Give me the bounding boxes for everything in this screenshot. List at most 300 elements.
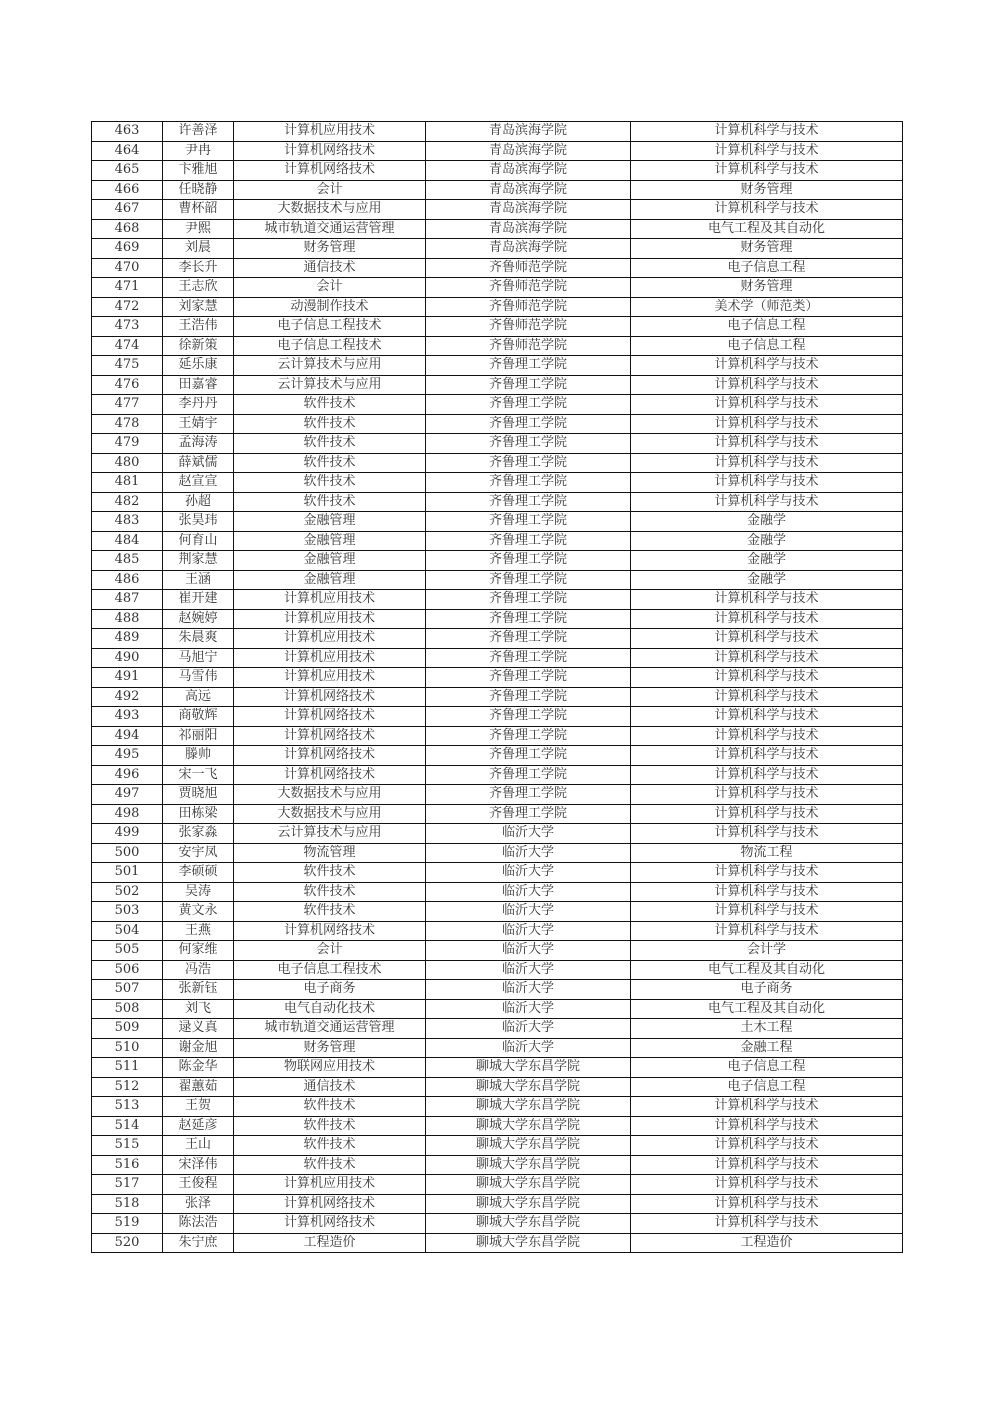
table-row [92,239,903,259]
admitting-school-cell: 临沂大学 [426,980,631,1000]
row-number-cell: 503 [92,902,163,922]
admitting-school-cell: 齐鲁理工学院 [426,648,631,668]
admitting-school-cell: 临沂大学 [426,882,631,902]
admitted-major-cell: 计算机科学与技术 [631,395,903,415]
admitted-major-cell: 计算机科学与技术 [631,356,903,376]
admitted-major-cell: 计算机科学与技术 [631,726,903,746]
table-row [92,356,903,376]
admitted-major-cell: 金融学 [631,570,903,590]
table-row [92,531,903,551]
original-major-cell: 通信技术 [234,1077,426,1097]
admitting-school-cell: 临沂大学 [426,1038,631,1058]
admitted-major-cell: 计算机科学与技术 [631,590,903,610]
admitting-school-cell: 齐鲁理工学院 [426,512,631,532]
table-row [92,941,903,961]
original-major-cell: 物流管理 [234,843,426,863]
row-number-cell: 492 [92,687,163,707]
student-name-cell: 陈法浩 [163,1214,234,1234]
table-row [92,785,903,805]
original-major-cell: 云计算技术与应用 [234,824,426,844]
admitting-school-cell: 齐鲁理工学院 [426,668,631,688]
original-major-cell: 电气自动化技术 [234,999,426,1019]
admitting-school-cell: 齐鲁理工学院 [426,609,631,629]
original-major-cell: 软件技术 [234,1155,426,1175]
admitted-major-cell: 计算机科学与技术 [631,492,903,512]
table-row [92,863,903,883]
admitted-major-cell: 金融学 [631,512,903,532]
admitting-school-cell: 青岛滨海学院 [426,239,631,259]
student-name-cell: 陈金华 [163,1058,234,1078]
admitted-major-cell: 电子信息工程 [631,1058,903,1078]
student-name-cell: 张家淼 [163,824,234,844]
admitted-major-cell: 工程造价 [631,1233,903,1253]
admitted-major-cell: 计算机科学与技术 [631,434,903,454]
row-number-cell: 511 [92,1058,163,1078]
table-row [92,278,903,298]
admitted-major-cell: 电子信息工程 [631,336,903,356]
table-row [92,141,903,161]
original-major-cell: 计算机网络技术 [234,707,426,727]
student-name-cell: 田嘉睿 [163,375,234,395]
student-name-cell: 马旭宁 [163,648,234,668]
student-name-cell: 宋一飞 [163,765,234,785]
admitted-major-cell: 计算机科学与技术 [631,921,903,941]
admitting-school-cell: 齐鲁理工学院 [426,531,631,551]
row-number-cell: 463 [92,122,163,142]
row-number-cell: 491 [92,668,163,688]
row-number-cell: 474 [92,336,163,356]
admitted-major-cell: 计算机科学与技术 [631,648,903,668]
student-name-cell: 冯浩 [163,960,234,980]
student-name-cell: 延乐康 [163,356,234,376]
admitted-major-cell: 财务管理 [631,278,903,298]
original-major-cell: 软件技术 [234,434,426,454]
original-major-cell: 城市轨道交通运营管理 [234,1019,426,1039]
row-number-cell: 490 [92,648,163,668]
student-name-cell: 任晓静 [163,180,234,200]
student-name-cell: 赵婉婷 [163,609,234,629]
table-row [92,551,903,571]
student-name-cell: 谢金旭 [163,1038,234,1058]
row-number-cell: 475 [92,356,163,376]
row-number-cell: 501 [92,863,163,883]
admitting-school-cell: 齐鲁师范学院 [426,258,631,278]
student-name-cell: 宋泽伟 [163,1155,234,1175]
admitted-major-cell: 计算机科学与技术 [631,609,903,629]
student-name-cell: 赵延彦 [163,1116,234,1136]
original-major-cell: 会计 [234,941,426,961]
admitted-major-cell: 计算机科学与技术 [631,668,903,688]
student-name-cell: 王俊程 [163,1175,234,1195]
admitting-school-cell: 聊城大学东昌学院 [426,1194,631,1214]
admitted-major-cell: 金融学 [631,531,903,551]
original-major-cell: 金融管理 [234,570,426,590]
table-row [92,746,903,766]
admitting-school-cell: 临沂大学 [426,824,631,844]
student-name-cell: 何育山 [163,531,234,551]
admitted-major-cell: 计算机科学与技术 [631,473,903,493]
admitted-major-cell: 计算机科学与技术 [631,765,903,785]
admitting-school-cell: 齐鲁师范学院 [426,317,631,337]
original-major-cell: 大数据技术与应用 [234,804,426,824]
admitting-school-cell: 齐鲁理工学院 [426,551,631,571]
student-name-cell: 尹熙 [163,219,234,239]
table-row [92,473,903,493]
admitting-school-cell: 齐鲁理工学院 [426,434,631,454]
original-major-cell: 计算机应用技术 [234,609,426,629]
student-name-cell: 张新钰 [163,980,234,1000]
admitting-school-cell: 临沂大学 [426,863,631,883]
original-major-cell: 计算机网络技术 [234,1194,426,1214]
admitting-school-cell: 临沂大学 [426,941,631,961]
student-name-cell: 朱晨爽 [163,629,234,649]
row-number-cell: 472 [92,297,163,317]
row-number-cell: 498 [92,804,163,824]
original-major-cell: 软件技术 [234,395,426,415]
table-row [92,824,903,844]
row-number-cell: 465 [92,161,163,181]
table-row [92,765,903,785]
original-major-cell: 大数据技术与应用 [234,200,426,220]
student-name-cell: 翟蕙茹 [163,1077,234,1097]
admitted-major-cell: 计算机科学与技术 [631,1214,903,1234]
student-name-cell: 黄文永 [163,902,234,922]
row-number-cell: 477 [92,395,163,415]
row-number-cell: 502 [92,882,163,902]
row-number-cell: 496 [92,765,163,785]
admitting-school-cell: 齐鲁理工学院 [426,473,631,493]
admitting-school-cell: 齐鲁理工学院 [426,590,631,610]
table-row [92,1136,903,1156]
row-number-cell: 486 [92,570,163,590]
original-major-cell: 计算机应用技术 [234,122,426,142]
table-row [92,804,903,824]
student-name-cell: 孙超 [163,492,234,512]
original-major-cell: 计算机应用技术 [234,590,426,610]
table-row [92,512,903,532]
original-major-cell: 财务管理 [234,1038,426,1058]
admitting-school-cell: 聊城大学东昌学院 [426,1116,631,1136]
table-row [92,161,903,181]
original-major-cell: 计算机应用技术 [234,629,426,649]
table-row [92,1233,903,1253]
row-number-cell: 508 [92,999,163,1019]
row-number-cell: 515 [92,1136,163,1156]
admitting-school-cell: 齐鲁理工学院 [426,804,631,824]
table-row [92,609,903,629]
row-number-cell: 476 [92,375,163,395]
row-number-cell: 494 [92,726,163,746]
row-number-cell: 488 [92,609,163,629]
student-name-cell: 王涵 [163,570,234,590]
row-number-cell: 500 [92,843,163,863]
admitted-major-cell: 计算机科学与技术 [631,1136,903,1156]
table-row [92,1175,903,1195]
student-name-cell: 孟海涛 [163,434,234,454]
original-major-cell: 物联网应用技术 [234,1058,426,1078]
table-row [92,590,903,610]
row-number-cell: 497 [92,785,163,805]
student-name-cell: 逯义真 [163,1019,234,1039]
table-row [92,1116,903,1136]
admitted-major-cell: 计算机科学与技术 [631,453,903,473]
original-major-cell: 计算机应用技术 [234,648,426,668]
table-row [92,200,903,220]
table-row [92,1155,903,1175]
student-name-cell: 祁丽阳 [163,726,234,746]
admitted-major-cell: 财务管理 [631,239,903,259]
admitting-school-cell: 聊城大学东昌学院 [426,1155,631,1175]
row-number-cell: 466 [92,180,163,200]
original-major-cell: 城市轨道交通运营管理 [234,219,426,239]
table-row [92,395,903,415]
student-name-cell: 滕帅 [163,746,234,766]
original-major-cell: 计算机网络技术 [234,746,426,766]
admitted-major-cell: 计算机科学与技术 [631,707,903,727]
admitted-major-cell: 计算机科学与技术 [631,1097,903,1117]
student-name-cell: 商敬辉 [163,707,234,727]
table-row [92,336,903,356]
student-name-cell: 马雪伟 [163,668,234,688]
row-number-cell: 506 [92,960,163,980]
table-row [92,668,903,688]
admitted-major-cell: 电子信息工程 [631,1077,903,1097]
admitting-school-cell: 齐鲁理工学院 [426,414,631,434]
original-major-cell: 会计 [234,278,426,298]
row-number-cell: 493 [92,707,163,727]
table-row [92,219,903,239]
original-major-cell: 计算机网络技术 [234,1214,426,1234]
row-number-cell: 482 [92,492,163,512]
row-number-cell: 495 [92,746,163,766]
student-name-cell: 王燕 [163,921,234,941]
admitted-major-cell: 计算机科学与技术 [631,161,903,181]
admitted-major-cell: 电气工程及其自动化 [631,219,903,239]
row-number-cell: 505 [92,941,163,961]
table-row [92,297,903,317]
original-major-cell: 大数据技术与应用 [234,785,426,805]
original-major-cell: 电子信息工程技术 [234,960,426,980]
admitting-school-cell: 青岛滨海学院 [426,141,631,161]
table-row [92,434,903,454]
student-name-cell: 尹冉 [163,141,234,161]
admitted-major-cell: 计算机科学与技术 [631,1175,903,1195]
table-row [92,1097,903,1117]
row-number-cell: 520 [92,1233,163,1253]
admitted-major-cell: 计算机科学与技术 [631,785,903,805]
student-name-cell: 何家维 [163,941,234,961]
row-number-cell: 478 [92,414,163,434]
admission-list-table [91,121,903,1253]
row-number-cell: 513 [92,1097,163,1117]
table-row [92,1019,903,1039]
admitted-major-cell: 计算机科学与技术 [631,1194,903,1214]
student-name-cell: 王贺 [163,1097,234,1117]
admitting-school-cell: 临沂大学 [426,999,631,1019]
table-row [92,453,903,473]
table-row [92,843,903,863]
row-number-cell: 487 [92,590,163,610]
row-number-cell: 471 [92,278,163,298]
original-major-cell: 工程造价 [234,1233,426,1253]
original-major-cell: 软件技术 [234,492,426,512]
original-major-cell: 计算机网络技术 [234,921,426,941]
admitting-school-cell: 齐鲁理工学院 [426,707,631,727]
row-number-cell: 470 [92,258,163,278]
table-row [92,317,903,337]
table-row [92,1214,903,1234]
admitted-major-cell: 计算机科学与技术 [631,629,903,649]
table-row [92,414,903,434]
admitted-major-cell: 计算机科学与技术 [631,824,903,844]
table-row [92,902,903,922]
row-number-cell: 464 [92,141,163,161]
admitting-school-cell: 齐鲁理工学院 [426,453,631,473]
row-number-cell: 504 [92,921,163,941]
student-name-cell: 贾晓旭 [163,785,234,805]
table-row [92,375,903,395]
row-number-cell: 483 [92,512,163,532]
table-row [92,687,903,707]
admitting-school-cell: 齐鲁理工学院 [426,726,631,746]
original-major-cell: 计算机网络技术 [234,726,426,746]
admitted-major-cell: 计算机科学与技术 [631,375,903,395]
admitting-school-cell: 聊城大学东昌学院 [426,1058,631,1078]
student-name-cell: 安宇凤 [163,843,234,863]
student-name-cell: 曹杯韶 [163,200,234,220]
row-number-cell: 512 [92,1077,163,1097]
table-row [92,1038,903,1058]
row-number-cell: 510 [92,1038,163,1058]
admitting-school-cell: 聊城大学东昌学院 [426,1214,631,1234]
row-number-cell: 517 [92,1175,163,1195]
original-major-cell: 电子信息工程技术 [234,317,426,337]
admitting-school-cell: 临沂大学 [426,960,631,980]
row-number-cell: 479 [92,434,163,454]
admitted-major-cell: 计算机科学与技术 [631,200,903,220]
row-number-cell: 489 [92,629,163,649]
admitting-school-cell: 齐鲁师范学院 [426,278,631,298]
admitted-major-cell: 计算机科学与技术 [631,141,903,161]
admitted-major-cell: 物流工程 [631,843,903,863]
table-row [92,570,903,590]
original-major-cell: 软件技术 [234,1097,426,1117]
student-name-cell: 薛斌儒 [163,453,234,473]
row-number-cell: 516 [92,1155,163,1175]
admitting-school-cell: 齐鲁理工学院 [426,375,631,395]
admitting-school-cell: 齐鲁理工学院 [426,395,631,415]
original-major-cell: 云计算技术与应用 [234,375,426,395]
row-number-cell: 485 [92,551,163,571]
admitted-major-cell: 计算机科学与技术 [631,122,903,142]
table-row [92,629,903,649]
row-number-cell: 469 [92,239,163,259]
student-name-cell: 徐新策 [163,336,234,356]
original-major-cell: 通信技术 [234,258,426,278]
student-name-cell: 朱宁庶 [163,1233,234,1253]
original-major-cell: 软件技术 [234,414,426,434]
table-row [92,1194,903,1214]
row-number-cell: 519 [92,1214,163,1234]
admitted-major-cell: 财务管理 [631,180,903,200]
student-name-cell: 李长升 [163,258,234,278]
row-number-cell: 481 [92,473,163,493]
table-row [92,122,903,142]
table-row [92,492,903,512]
admitting-school-cell: 齐鲁理工学院 [426,746,631,766]
admitting-school-cell: 齐鲁理工学院 [426,687,631,707]
admitting-school-cell: 临沂大学 [426,921,631,941]
admitting-school-cell: 齐鲁理工学院 [426,785,631,805]
admitting-school-cell: 齐鲁师范学院 [426,336,631,356]
admitted-major-cell: 会计学 [631,941,903,961]
admitted-major-cell: 计算机科学与技术 [631,902,903,922]
original-major-cell: 云计算技术与应用 [234,356,426,376]
student-name-cell: 吴涛 [163,882,234,902]
original-major-cell: 软件技术 [234,882,426,902]
admitted-major-cell: 电气工程及其自动化 [631,999,903,1019]
row-number-cell: 480 [92,453,163,473]
admitted-major-cell: 计算机科学与技术 [631,863,903,883]
admitting-school-cell: 齐鲁理工学院 [426,765,631,785]
original-major-cell: 计算机应用技术 [234,668,426,688]
admitting-school-cell: 齐鲁理工学院 [426,629,631,649]
student-name-cell: 许善泽 [163,122,234,142]
original-major-cell: 软件技术 [234,1136,426,1156]
row-number-cell: 473 [92,317,163,337]
original-major-cell: 电子信息工程技术 [234,336,426,356]
admitting-school-cell: 临沂大学 [426,843,631,863]
table-row [92,1058,903,1078]
original-major-cell: 财务管理 [234,239,426,259]
admitted-major-cell: 电子信息工程 [631,317,903,337]
row-number-cell: 467 [92,200,163,220]
admitting-school-cell: 齐鲁理工学院 [426,570,631,590]
admitting-school-cell: 齐鲁理工学院 [426,356,631,376]
admitted-major-cell: 金融工程 [631,1038,903,1058]
student-name-cell: 王婧宇 [163,414,234,434]
row-number-cell: 484 [92,531,163,551]
admitting-school-cell: 聊城大学东昌学院 [426,1077,631,1097]
original-major-cell: 金融管理 [234,551,426,571]
table-row [92,180,903,200]
table-row [92,999,903,1019]
admitted-major-cell: 电子信息工程 [631,258,903,278]
admitting-school-cell: 青岛滨海学院 [426,219,631,239]
student-name-cell: 李硕硕 [163,863,234,883]
row-number-cell: 509 [92,1019,163,1039]
admitting-school-cell: 临沂大学 [426,902,631,922]
student-name-cell: 王志欣 [163,278,234,298]
admitting-school-cell: 聊城大学东昌学院 [426,1097,631,1117]
admitted-major-cell: 计算机科学与技术 [631,687,903,707]
row-number-cell: 499 [92,824,163,844]
original-major-cell: 电子商务 [234,980,426,1000]
admitting-school-cell: 青岛滨海学院 [426,122,631,142]
original-major-cell: 金融管理 [234,531,426,551]
admitting-school-cell: 青岛滨海学院 [426,200,631,220]
admitting-school-cell: 青岛滨海学院 [426,161,631,181]
table-row [92,921,903,941]
admitting-school-cell: 齐鲁师范学院 [426,297,631,317]
original-major-cell: 计算机网络技术 [234,765,426,785]
student-name-cell: 高远 [163,687,234,707]
original-major-cell: 软件技术 [234,1116,426,1136]
student-name-cell: 王山 [163,1136,234,1156]
table-row [92,882,903,902]
table-row [92,726,903,746]
original-major-cell: 计算机网络技术 [234,141,426,161]
